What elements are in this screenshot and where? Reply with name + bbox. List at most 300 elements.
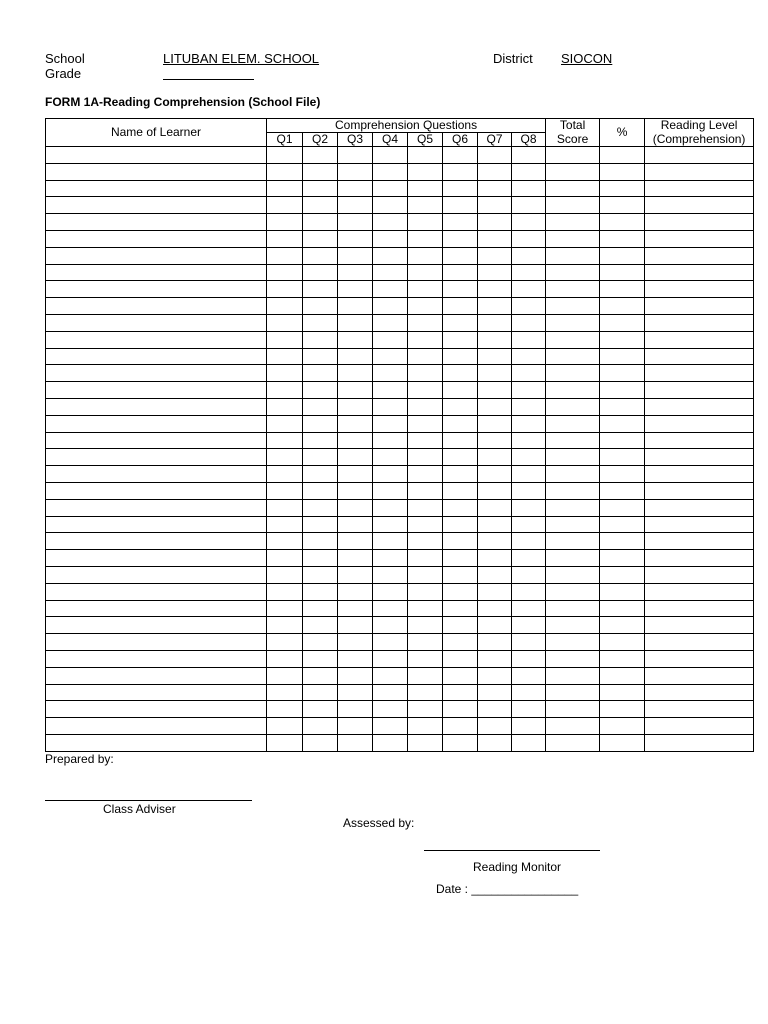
score-cell	[443, 449, 478, 466]
score-cell	[645, 617, 754, 634]
score-cell	[373, 684, 408, 701]
score-cell	[443, 701, 478, 718]
table-row	[46, 734, 754, 751]
score-cell	[338, 482, 373, 499]
score-cell	[408, 365, 443, 382]
score-cell	[546, 214, 600, 231]
score-cell	[478, 449, 512, 466]
reading-monitor-label: Reading Monitor	[473, 860, 562, 874]
score-cell	[546, 230, 600, 247]
score-cell	[267, 449, 303, 466]
score-cell	[600, 499, 645, 516]
table-row	[46, 180, 754, 197]
score-cell	[443, 533, 478, 550]
table-row	[46, 214, 754, 231]
table-row	[46, 432, 754, 449]
score-cell	[338, 583, 373, 600]
table-row	[46, 398, 754, 415]
score-cell	[408, 264, 443, 281]
score-cell	[478, 566, 512, 583]
learner-name-cell	[46, 600, 267, 617]
score-cell	[546, 382, 600, 399]
score-cell	[373, 650, 408, 667]
score-cell	[600, 718, 645, 735]
score-cell	[373, 197, 408, 214]
score-cell	[338, 718, 373, 735]
score-cell	[373, 314, 408, 331]
score-cell	[338, 382, 373, 399]
score-cell	[512, 499, 546, 516]
score-cell	[512, 382, 546, 399]
score-cell	[338, 197, 373, 214]
assessed-by-label: Assessed by:	[343, 816, 415, 830]
table-row	[46, 449, 754, 466]
score-cell	[600, 701, 645, 718]
score-cell	[645, 466, 754, 483]
learner-name-cell	[46, 281, 267, 298]
score-cell	[546, 617, 600, 634]
score-cell	[303, 331, 338, 348]
score-cell	[373, 449, 408, 466]
score-cell	[373, 482, 408, 499]
score-cell	[443, 684, 478, 701]
score-cell	[645, 718, 754, 735]
score-cell	[338, 466, 373, 483]
score-cell	[338, 398, 373, 415]
score-cell	[408, 634, 443, 651]
total-header: Total	[546, 119, 600, 133]
score-cell	[478, 499, 512, 516]
score-cell	[546, 298, 600, 315]
score-cell	[478, 398, 512, 415]
table-row	[46, 230, 754, 247]
score-cell	[267, 264, 303, 281]
score-cell	[512, 466, 546, 483]
score-cell	[303, 264, 338, 281]
score-cell	[267, 197, 303, 214]
score-cell	[338, 147, 373, 164]
score-cell	[303, 382, 338, 399]
learner-name-cell	[46, 382, 267, 399]
score-cell	[478, 197, 512, 214]
district-label: District	[493, 51, 533, 66]
score-cell	[478, 583, 512, 600]
score-cell	[303, 466, 338, 483]
score-cell	[546, 600, 600, 617]
score-cell	[267, 281, 303, 298]
question-header-q3: Q3	[338, 133, 373, 147]
score-cell	[478, 382, 512, 399]
score-cell	[303, 214, 338, 231]
score-cell	[338, 314, 373, 331]
score-cell	[546, 634, 600, 651]
learner-name-cell	[46, 449, 267, 466]
score-cell	[546, 247, 600, 264]
table-row	[46, 482, 754, 499]
score-cell	[373, 583, 408, 600]
score-cell	[546, 550, 600, 567]
score-cell	[303, 550, 338, 567]
score-cell	[478, 667, 512, 684]
score-cell	[303, 701, 338, 718]
score-cell	[408, 482, 443, 499]
score-cell	[600, 516, 645, 533]
form-title: FORM 1A-Reading Comprehension (School File)	[45, 95, 321, 109]
score-cell	[546, 684, 600, 701]
score-cell	[645, 701, 754, 718]
score-cell	[338, 634, 373, 651]
score-cell	[443, 314, 478, 331]
score-cell	[512, 718, 546, 735]
score-cell	[303, 617, 338, 634]
score-cell	[478, 214, 512, 231]
score-cell	[645, 482, 754, 499]
score-cell	[303, 163, 338, 180]
table-row	[46, 600, 754, 617]
score-cell	[600, 298, 645, 315]
score-cell	[443, 331, 478, 348]
score-cell	[478, 634, 512, 651]
score-cell	[478, 264, 512, 281]
score-cell	[373, 230, 408, 247]
table-row	[46, 264, 754, 281]
table-row	[46, 466, 754, 483]
score-cell	[303, 147, 338, 164]
score-cell	[645, 264, 754, 281]
grade-label: Grade	[45, 66, 82, 81]
score-cell	[373, 348, 408, 365]
score-cell	[478, 533, 512, 550]
learner-name-cell	[46, 516, 267, 533]
score-cell	[338, 667, 373, 684]
score-cell	[478, 482, 512, 499]
score-cell	[512, 415, 546, 432]
learner-name-cell	[46, 550, 267, 567]
table-row	[46, 147, 754, 164]
score-cell	[408, 147, 443, 164]
score-cell	[443, 499, 478, 516]
score-cell	[267, 466, 303, 483]
score-cell	[600, 348, 645, 365]
score-cell	[303, 583, 338, 600]
score-cell	[512, 566, 546, 583]
score-cell	[546, 432, 600, 449]
table-row	[46, 348, 754, 365]
score-cell	[338, 516, 373, 533]
score-cell	[408, 600, 443, 617]
score-cell	[645, 147, 754, 164]
comprehension-questions-header: Comprehension Questions	[267, 119, 546, 133]
score-cell	[408, 214, 443, 231]
learner-name-cell	[46, 180, 267, 197]
score-cell	[443, 281, 478, 298]
score-cell	[512, 600, 546, 617]
score-cell	[443, 550, 478, 567]
score-cell	[408, 247, 443, 264]
score-cell	[373, 550, 408, 567]
score-cell	[373, 566, 408, 583]
score-cell	[478, 314, 512, 331]
score-cell	[373, 600, 408, 617]
score-cell	[512, 180, 546, 197]
table-row	[46, 718, 754, 735]
score-cell	[338, 617, 373, 634]
score-cell	[267, 432, 303, 449]
score-cell	[512, 247, 546, 264]
score-cell	[512, 147, 546, 164]
score-cell	[338, 331, 373, 348]
question-header-q8: Q8	[512, 133, 546, 147]
score-cell	[338, 550, 373, 567]
score-cell	[443, 398, 478, 415]
score-cell	[267, 365, 303, 382]
score-cell	[600, 180, 645, 197]
score-cell	[267, 617, 303, 634]
score-cell	[443, 230, 478, 247]
score-cell	[338, 600, 373, 617]
score-cell	[373, 382, 408, 399]
learner-name-cell	[46, 701, 267, 718]
score-cell	[338, 449, 373, 466]
score-cell	[267, 214, 303, 231]
score-cell	[443, 482, 478, 499]
score-cell	[267, 348, 303, 365]
question-header-q1: Q1	[267, 133, 303, 147]
score-cell	[303, 533, 338, 550]
score-cell	[512, 550, 546, 567]
percent-header: %	[600, 119, 645, 147]
score-cell	[408, 432, 443, 449]
score-cell	[408, 734, 443, 751]
score-cell	[373, 264, 408, 281]
score-cell	[373, 667, 408, 684]
score-cell	[267, 566, 303, 583]
score-cell	[443, 566, 478, 583]
score-cell	[645, 650, 754, 667]
score-cell	[600, 163, 645, 180]
score-cell	[338, 281, 373, 298]
learner-name-cell	[46, 432, 267, 449]
score-cell	[338, 432, 373, 449]
learner-name-cell	[46, 734, 267, 751]
learner-name-cell	[46, 499, 267, 516]
score-cell	[600, 214, 645, 231]
score-cell	[512, 583, 546, 600]
score-cell	[303, 247, 338, 264]
score-cell	[443, 432, 478, 449]
score-cell	[267, 247, 303, 264]
score-cell	[338, 298, 373, 315]
score-cell	[408, 314, 443, 331]
score-cell	[373, 365, 408, 382]
score-cell	[512, 264, 546, 281]
score-cell	[443, 348, 478, 365]
score-cell	[408, 398, 443, 415]
school-label: School	[45, 51, 85, 66]
score-cell	[546, 718, 600, 735]
prepared-by-label: Prepared by:	[45, 752, 114, 766]
score-cell	[645, 298, 754, 315]
score-cell	[267, 650, 303, 667]
score-cell	[600, 382, 645, 399]
score-cell	[546, 314, 600, 331]
score-cell	[267, 583, 303, 600]
score-cell	[546, 650, 600, 667]
score-cell	[512, 701, 546, 718]
score-cell	[267, 331, 303, 348]
learner-name-cell	[46, 247, 267, 264]
score-cell	[338, 701, 373, 718]
score-cell	[443, 466, 478, 483]
score-cell	[600, 449, 645, 466]
score-cell	[512, 298, 546, 315]
score-cell	[512, 617, 546, 634]
learner-name-cell	[46, 398, 267, 415]
score-cell	[408, 382, 443, 399]
score-cell	[512, 348, 546, 365]
score-cell	[373, 466, 408, 483]
score-cell	[645, 247, 754, 264]
score-cell	[267, 701, 303, 718]
score-cell	[600, 147, 645, 164]
score-cell	[267, 163, 303, 180]
score-cell	[645, 197, 754, 214]
table-row	[46, 650, 754, 667]
table-row	[46, 382, 754, 399]
district-value: SIOCON	[561, 51, 613, 66]
score-cell	[478, 432, 512, 449]
score-cell	[512, 449, 546, 466]
learner-name-cell	[46, 634, 267, 651]
learner-name-cell	[46, 264, 267, 281]
score-cell	[645, 180, 754, 197]
score-cell	[546, 365, 600, 382]
score-cell	[546, 163, 600, 180]
score-cell	[443, 163, 478, 180]
score-cell	[443, 197, 478, 214]
question-header-q5: Q5	[408, 133, 443, 147]
score-cell	[478, 365, 512, 382]
score-cell	[303, 734, 338, 751]
score-cell	[645, 281, 754, 298]
score-cell	[512, 533, 546, 550]
score-cell	[267, 684, 303, 701]
score-cell	[408, 701, 443, 718]
score-cell	[443, 382, 478, 399]
score-cell	[373, 516, 408, 533]
learner-name-cell	[46, 214, 267, 231]
score-cell	[338, 650, 373, 667]
score-cell	[303, 365, 338, 382]
score-cell	[645, 331, 754, 348]
score-cell	[600, 734, 645, 751]
score-cell	[408, 667, 443, 684]
score-cell	[338, 214, 373, 231]
learner-name-cell	[46, 667, 267, 684]
score-cell	[408, 466, 443, 483]
score-cell	[443, 734, 478, 751]
score-cell	[408, 331, 443, 348]
score-cell	[512, 331, 546, 348]
score-cell	[408, 449, 443, 466]
score-cell	[443, 415, 478, 432]
score-cell	[645, 600, 754, 617]
table-row	[46, 163, 754, 180]
score-cell	[443, 634, 478, 651]
score-cell	[546, 566, 600, 583]
score-cell	[546, 499, 600, 516]
score-cell	[512, 684, 546, 701]
score-cell	[443, 617, 478, 634]
table-row	[46, 516, 754, 533]
score-cell	[600, 281, 645, 298]
score-cell	[338, 566, 373, 583]
learner-name-cell	[46, 197, 267, 214]
score-cell	[600, 600, 645, 617]
score-cell	[512, 365, 546, 382]
table-row	[46, 197, 754, 214]
score-cell	[546, 415, 600, 432]
score-cell	[478, 348, 512, 365]
learner-name-cell	[46, 163, 267, 180]
score-cell	[478, 718, 512, 735]
score-cell	[546, 667, 600, 684]
score-cell	[645, 634, 754, 651]
score-cell	[443, 718, 478, 735]
score-cell	[373, 163, 408, 180]
score-cell	[645, 432, 754, 449]
score-cell	[408, 566, 443, 583]
score-cell	[645, 348, 754, 365]
score-cell	[645, 314, 754, 331]
score-cell	[600, 650, 645, 667]
score-cell	[303, 482, 338, 499]
score-cell	[546, 516, 600, 533]
score-cell	[478, 516, 512, 533]
table-row	[46, 499, 754, 516]
table-row	[46, 684, 754, 701]
score-cell	[303, 230, 338, 247]
score-cell	[373, 634, 408, 651]
score-cell	[408, 684, 443, 701]
score-cell	[600, 617, 645, 634]
score-cell	[373, 432, 408, 449]
question-header-q7: Q7	[478, 133, 512, 147]
score-cell	[600, 230, 645, 247]
score-cell	[645, 382, 754, 399]
score-cell	[408, 583, 443, 600]
score-cell	[338, 684, 373, 701]
score-cell	[443, 147, 478, 164]
score-cell	[443, 583, 478, 600]
score-cell	[267, 382, 303, 399]
learner-name-cell	[46, 415, 267, 432]
learner-name-cell	[46, 684, 267, 701]
reading-comprehension-table	[45, 118, 754, 752]
score-cell	[478, 550, 512, 567]
score-cell	[478, 466, 512, 483]
score-cell	[267, 180, 303, 197]
score-cell	[267, 314, 303, 331]
score-cell	[303, 499, 338, 516]
score-cell	[512, 516, 546, 533]
score-cell	[267, 398, 303, 415]
score-cell	[303, 281, 338, 298]
score-cell	[338, 163, 373, 180]
score-cell	[546, 348, 600, 365]
score-cell	[373, 180, 408, 197]
table-row	[46, 533, 754, 550]
